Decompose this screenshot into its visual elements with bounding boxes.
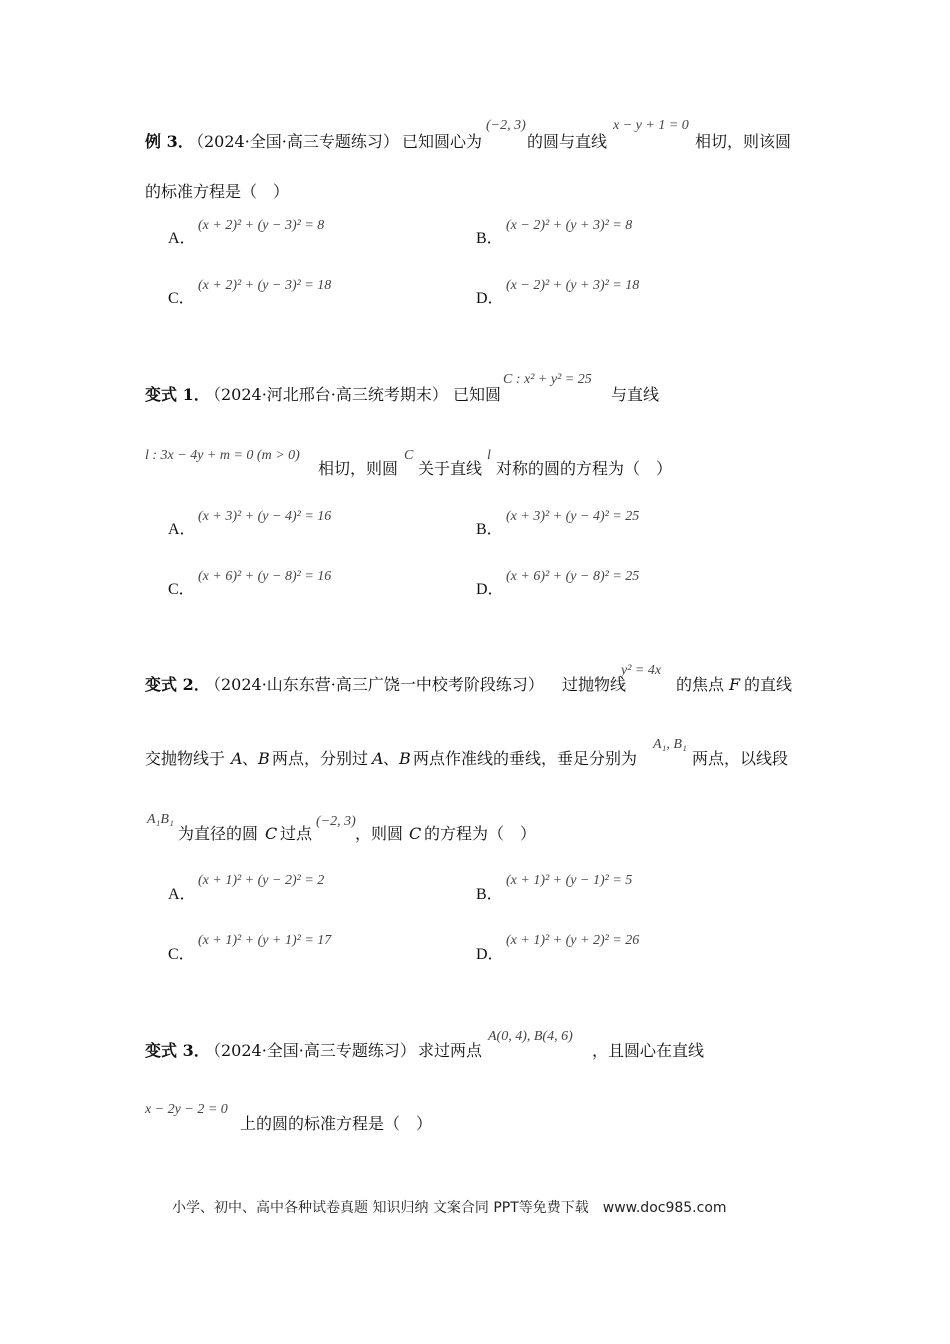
math-points: A(0, 4), B(4, 6): [488, 1029, 573, 1044]
question-text: 相切，则该圆: [695, 132, 792, 151]
variant-label: 变式 1．: [145, 385, 210, 404]
math-parabola: y² = 4x: [621, 663, 662, 678]
question-text: 的直线: [744, 675, 793, 694]
option-letter: C．: [168, 290, 195, 307]
question-text: 的焦点: [676, 675, 725, 694]
option-letter: C．: [168, 581, 195, 598]
option-letter: C．: [168, 946, 195, 963]
question-text: 为直径的圆: [178, 824, 259, 843]
option-letter: B．: [476, 521, 503, 538]
math-var: B: [399, 749, 411, 768]
question-text: 已知圆: [453, 385, 502, 404]
question-text: 的圆与直线: [527, 132, 608, 151]
question-text: 关于直线: [418, 459, 483, 478]
math-var: C: [265, 824, 278, 843]
math-points: A₁, B₁: [653, 737, 687, 752]
math-var: l: [487, 448, 491, 463]
source: （2024·山东东营·高三广饶一中校考阶段练习）: [205, 675, 544, 694]
math-var: C: [409, 824, 422, 843]
option-letter: A．: [168, 230, 196, 247]
option-expr: (x + 1)² + (y − 2)² = 2: [198, 873, 325, 888]
question-text: ，且圆心在直线: [592, 1041, 705, 1060]
example-label: 例 3．: [145, 132, 194, 151]
option-letter: A．: [168, 521, 196, 538]
option-expr: (x − 2)² + (y + 3)² = 8: [506, 218, 633, 233]
option-expr: (x + 1)² + (y + 2)² = 26: [506, 933, 640, 948]
option-expr: (x + 3)² + (y − 4)² = 25: [506, 509, 640, 524]
source: （2024·全国·高三专题练习）: [205, 1041, 416, 1060]
page-footer: 小学、初中、高中各种试卷真题 知识归纳 文案合同 PPT等免费下载 www.doc985.com: [172, 1200, 727, 1216]
math-var: A: [372, 749, 384, 768]
math-segment: A₁B₁: [147, 812, 174, 827]
option-letter: D．: [476, 946, 504, 963]
option-letter: D．: [476, 290, 504, 307]
question-text: 两点，分别过: [272, 749, 369, 768]
question-text: 、: [383, 749, 400, 768]
question-text: 过抛物线: [562, 675, 627, 694]
variant-label: 变式 2．: [145, 675, 210, 694]
option-expr: (x − 2)² + (y + 3)² = 18: [506, 278, 640, 293]
question-text: 两点，以线段: [692, 749, 789, 768]
option-letter: B．: [476, 230, 503, 247]
question-text: 的方程为（ ）: [424, 824, 537, 843]
math-var: C: [404, 448, 414, 463]
question-text: 、: [242, 749, 259, 768]
question-text: 与直线: [611, 385, 660, 404]
option-expr: (x + 1)² + (y − 1)² = 5: [506, 873, 633, 888]
option-expr: (x + 2)² + (y − 3)² = 18: [198, 278, 332, 293]
option-expr: (x + 3)² + (y − 4)² = 16: [198, 509, 332, 524]
option-expr: (x + 1)² + (y + 1)² = 17: [198, 933, 332, 948]
option-expr: (x + 2)² + (y − 3)² = 8: [198, 218, 325, 233]
question-text: 上的圆的标准方程是（ ）: [240, 1114, 433, 1133]
option-letter: D．: [476, 581, 504, 598]
option-letter: B．: [476, 886, 503, 903]
question-text: 对称的圆的方程为（ ）: [496, 459, 673, 478]
math-var: B: [258, 749, 270, 768]
option-expr: (x + 6)² + (y − 8)² = 25: [506, 569, 640, 584]
question-text: 的标准方程是（ ）: [145, 182, 290, 201]
source: （2024·河北邢台·高三统考期末）: [205, 385, 448, 404]
math-line: l : 3x − 4y + m = 0 (m > 0): [145, 448, 300, 463]
option-expr: (x + 6)² + (y − 8)² = 16: [198, 569, 332, 584]
source: （2024·全国·高三专题练习）: [188, 132, 399, 151]
math-center: (−2, 3): [486, 118, 526, 133]
question-text: 过点: [280, 824, 313, 843]
question-text: 已知圆心为: [402, 132, 483, 151]
variant-label: 变式 3．: [145, 1041, 210, 1060]
math-var: F: [729, 675, 741, 694]
question-text: 相切，则圆: [318, 459, 399, 478]
question-text: 求过两点: [418, 1041, 483, 1060]
math-var: A: [231, 749, 243, 768]
math-circle: C : x² + y² = 25: [503, 372, 592, 387]
math-point: (−2, 3): [316, 814, 356, 829]
question-text: 交抛物线于: [145, 749, 226, 768]
option-letter: A．: [168, 886, 196, 903]
question-text: 两点作准线的垂线，垂足分别为: [413, 749, 638, 768]
question-text: ，则圆: [355, 824, 404, 843]
math-line: x − y + 1 = 0: [613, 118, 689, 133]
math-line: x − 2y − 2 = 0: [145, 1102, 228, 1117]
